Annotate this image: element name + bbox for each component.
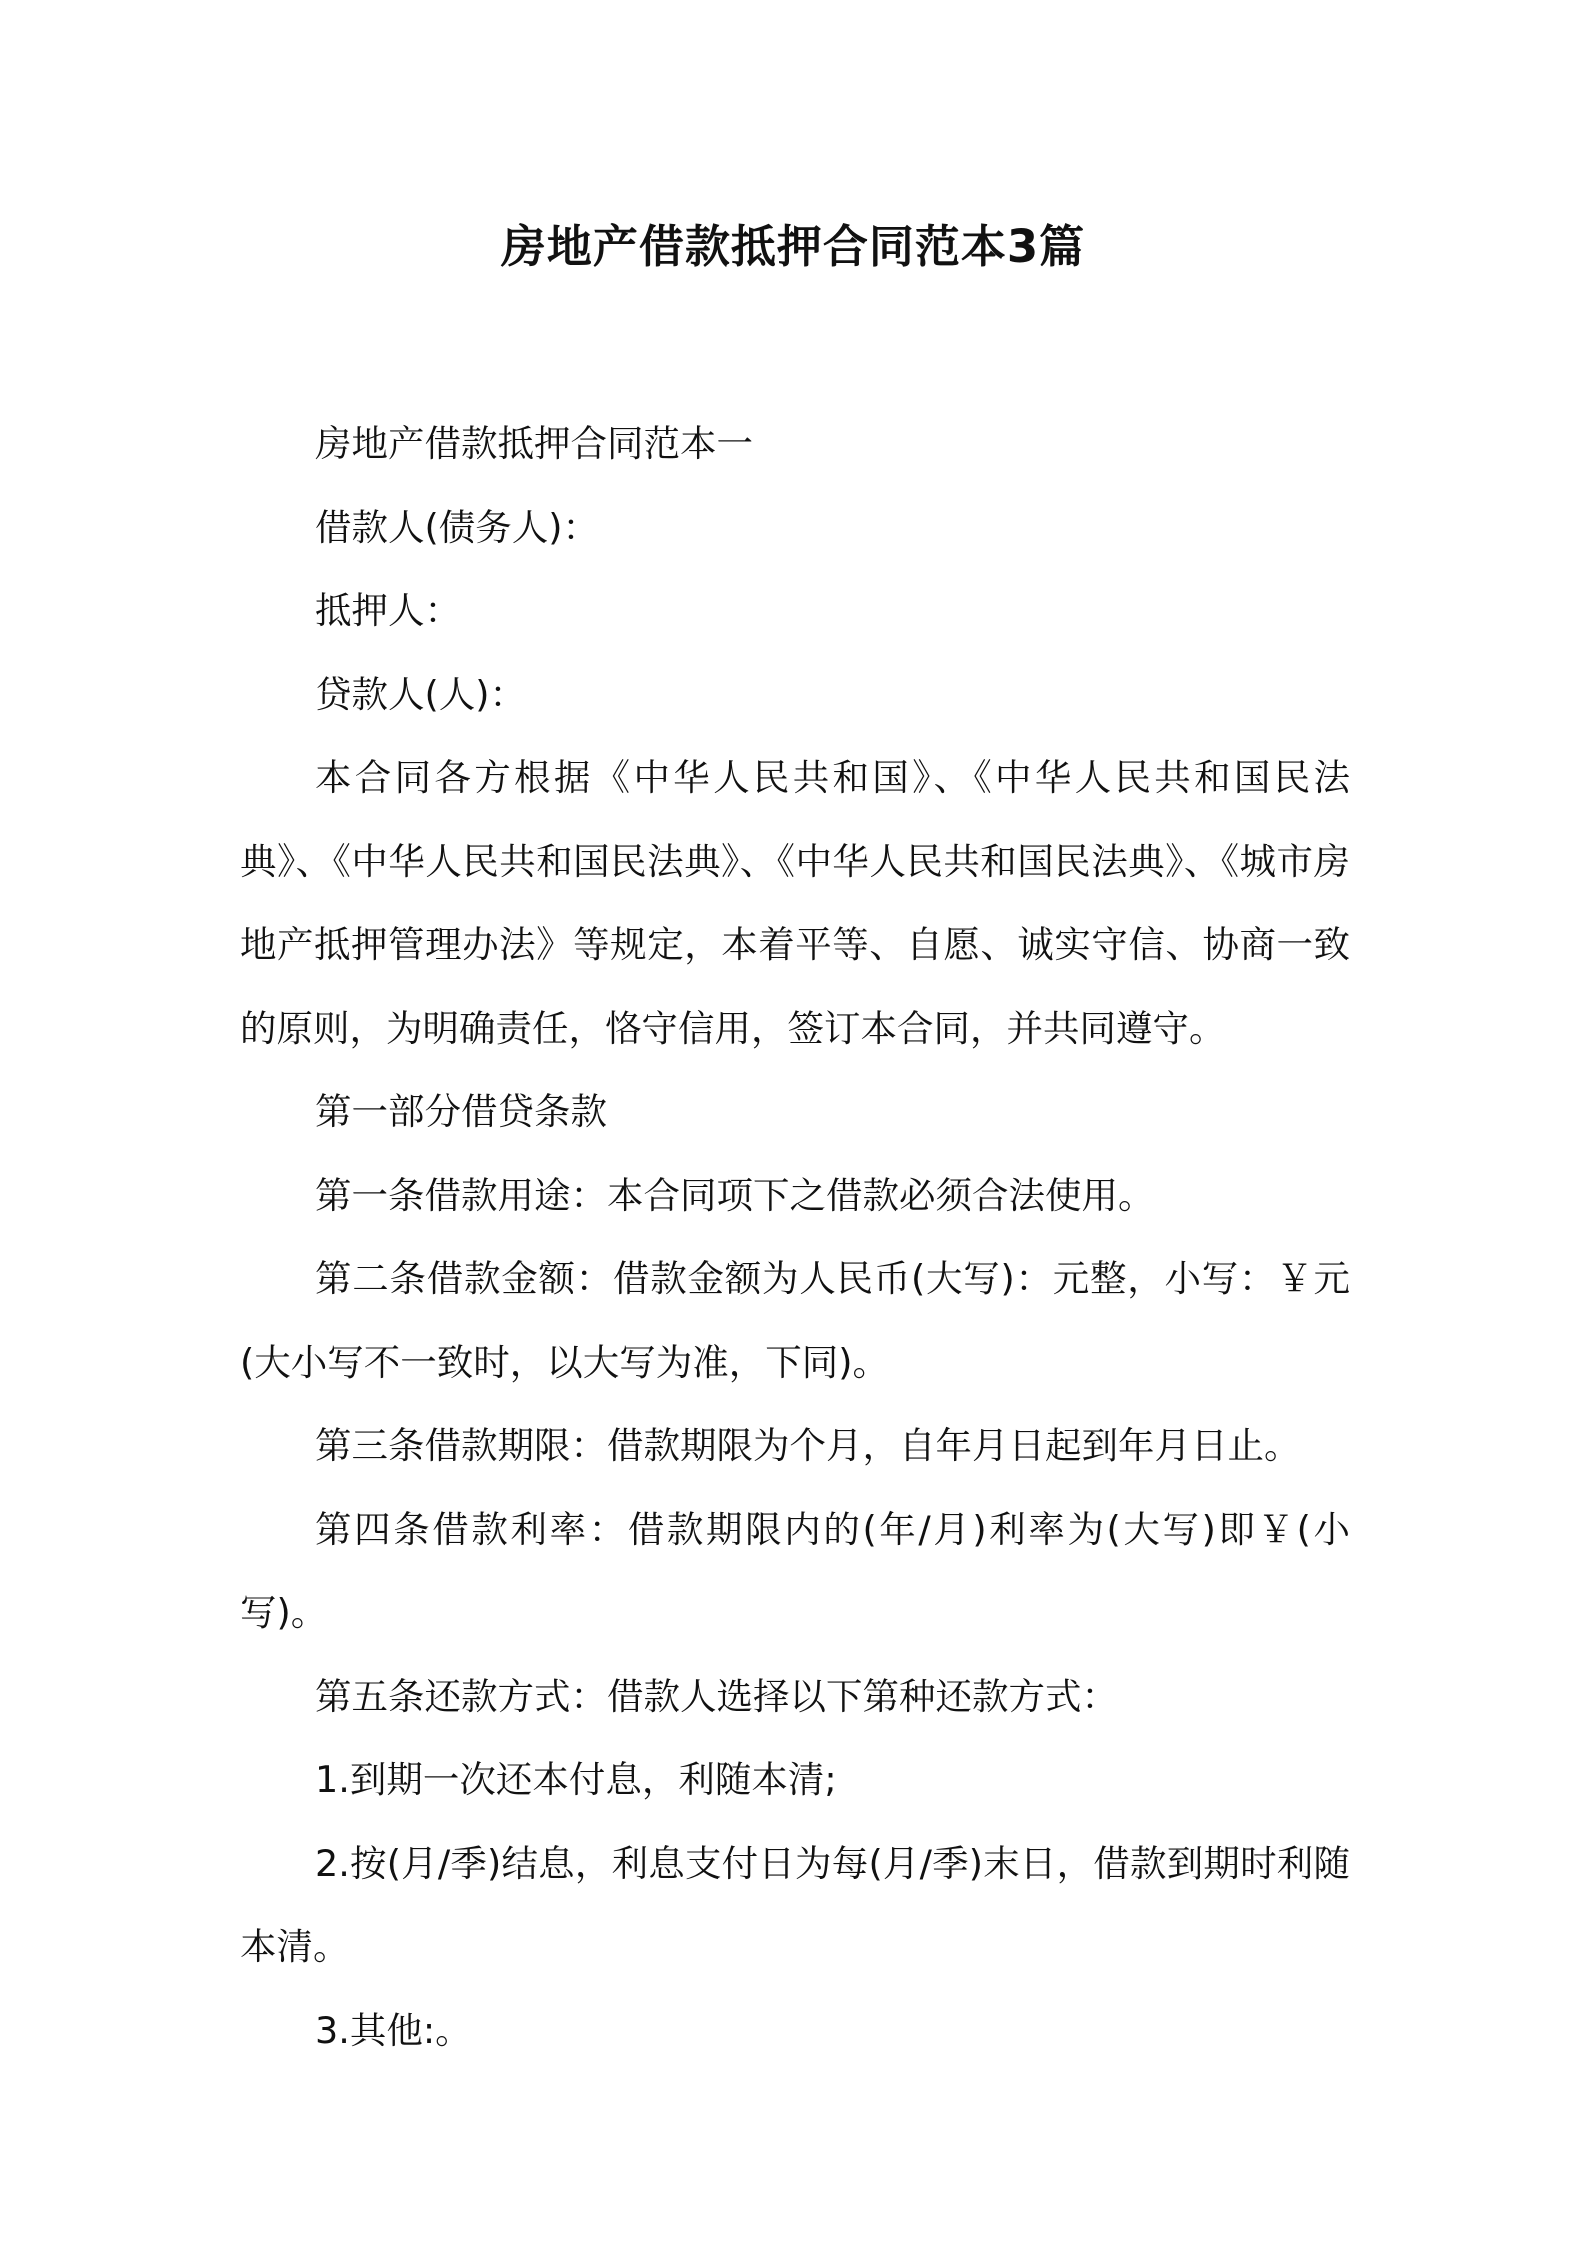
paragraph-article-4: 第四条借款利率：借款期限内的(年/月)利率为(大写)即￥(小写)。 <box>240 1507 1350 1634</box>
paragraph-preamble: 本合同各方根据《中华人民共和国》、《中华人民共和国民法典》、《中华人民共和国民法典》、《中华人民共和国民法典》、《城市房地产抵押管理办法》等规定，本着平等、自愿、诚实守信、协商一致的原则，为明确责任，恪守信用，签订本合同，并共同遵守。 <box>240 756 1350 1050</box>
document-title: 房地产借款抵押合同范本3篇 <box>500 220 1086 273</box>
paragraph-part-one: 第一部分借贷条款 <box>315 1090 607 1133</box>
paragraph-article-1: 第一条借款用途：本合同项下之借款必须合法使用。 <box>315 1173 1155 1217</box>
paragraph-lender: 贷款人(人)： <box>315 672 526 716</box>
paragraph-article-3: 第三条借款期限：借款期限为个月，自年月日起到年月日止。 <box>315 1424 1301 1467</box>
paragraph-borrower: 借款人(债务人)： <box>315 505 599 549</box>
paragraph-article-5: 第五条还款方式：借款人选择以下第种还款方式： <box>315 1674 1118 1718</box>
document-body <box>240 402 1350 2072</box>
paragraph-repayment-option-1: 1.到期一次还本付息，利随本清; <box>315 1758 837 1801</box>
paragraph-section-title: 房地产借款抵押合同范本一 <box>315 422 753 465</box>
paragraph-repayment-option-3: 3.其他:。 <box>315 2008 472 2052</box>
paragraph-repayment-option-2: 2.按(月/季)结息，利息支付日为每(月/季)末日，借款到期时利随本清。 <box>240 1841 1350 1968</box>
paragraph-article-2: 第二条借款金额：借款金额为人民币(大写)：元整，小写：￥元(大小写不一致时，以大写为准，下同)。 <box>240 1257 1350 1384</box>
paragraph-mortgagor: 抵押人： <box>315 589 461 632</box>
